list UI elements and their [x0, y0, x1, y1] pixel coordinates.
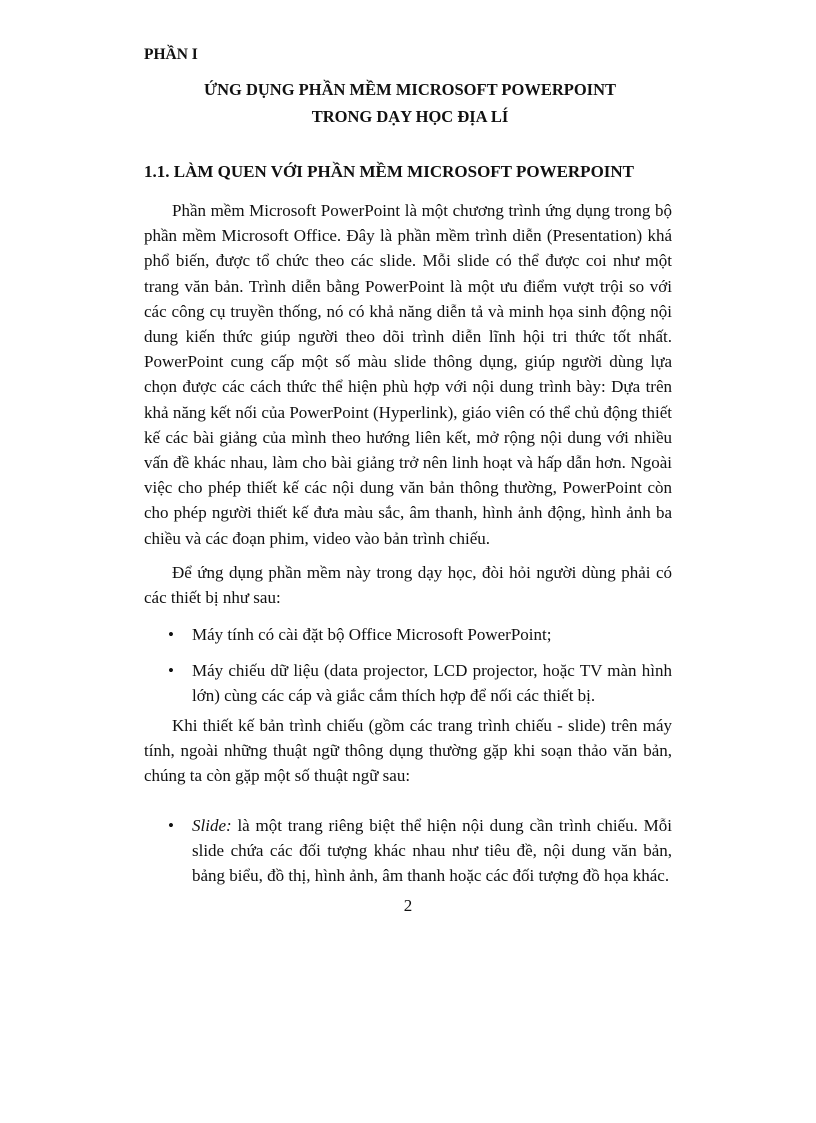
terms-intro-paragraph: Khi thiết kế bản trình chiếu (gồm các trang trình chiếu - slide) trên máy tính, ngoài những thuật ngữ thông dụng thường gặp khi soạn thảo văn bản, chúng ta còn gặp một số thuật ngữ sau:: [144, 716, 672, 786]
title-line-2: TRONG DẠY HỌC ĐỊA LÍ: [311, 107, 509, 126]
term-text: là một trang riêng biệt thể hiện nội dung cần trình chiếu. Mỗi slide chứa các đối tượng khác nhau như tiêu đề, nội dung văn bản, bảng biểu, đồ thị, hình ảnh, âm thanh hoặc các đối tượng đồ họa khác.: [192, 816, 672, 886]
part-label: PHẦN I: [144, 46, 198, 63]
term-list-item: [168, 813, 672, 889]
term-name: Slide:: [192, 816, 232, 835]
list-item: [168, 622, 672, 647]
bullet-icon: •: [168, 661, 174, 680]
intro-paragraph: Phần mềm Microsoft PowerPoint là một chương trình ứng dụng trong bộ phần mềm Microsoft Office. Đây là phần mềm trình diễn (Presentation) khá phổ biến, được tổ chức theo các slide. Mỗi slide có thể được coi như một trang văn bản. Trình diễn bằng PowerPoint là một ưu điểm vượt trội so với các công cụ truyền thống, nó có khả năng diễn tả và minh họa sinh động nội dung kiến thức giúp người theo dõi trình diễn lĩnh hội tri thức tốt nhất. PowerPoint cung cấp một số màu slide thông dụng, giúp người dùng lựa chọn được các cách thức thể hiện phù hợp với nội dung trình bày: Dựa trên khả năng kết nối của PowerPoint (Hyperlink), giáo viên có thể chủ động thiết kế các bài giảng của mình theo hướng liên kết, mở rộng nội dung với nhiều vấn đề khác nhau, làm cho bài giảng trở nên linh hoạt và hấp dẫn hơn. Ngoài việc cho phép thiết kế các nội dung văn bản thông thường, PowerPoint còn cho phép người thiết kế đưa màu sắc, âm thanh, hình ảnh động, hình ảnh ba chiều và các đoạn phim, video vào bản trình chiếu.: [144, 201, 672, 548]
bullet-icon: •: [168, 816, 174, 835]
title-line-1: ỨNG DỤNG PHẦN MỀM MICROSOFT POWERPOINT: [203, 80, 617, 99]
requirements-paragraph: Để ứng dụng phần mềm này trong dạy học, đòi hỏi người dùng phải có các thiết bị như sau:: [144, 563, 672, 608]
bullet-icon: •: [168, 625, 174, 644]
list-item: [168, 658, 672, 708]
list-item-text: Máy chiếu dữ liệu (data projector, LCD projector, hoặc TV màn hình lớn) cùng các cáp và giắc cắm thích hợp để nối các thiết bị.: [192, 661, 672, 706]
list-item-text: Máy tính có cài đặt bộ Office Microsoft PowerPoint;: [192, 625, 552, 644]
term-definition: [192, 813, 672, 889]
section-heading: 1.1. LÀM QUEN VỚI PHẦN MỀM MICROSOFT POWERPOINT: [144, 162, 635, 181]
page-number: 2: [403, 896, 413, 915]
